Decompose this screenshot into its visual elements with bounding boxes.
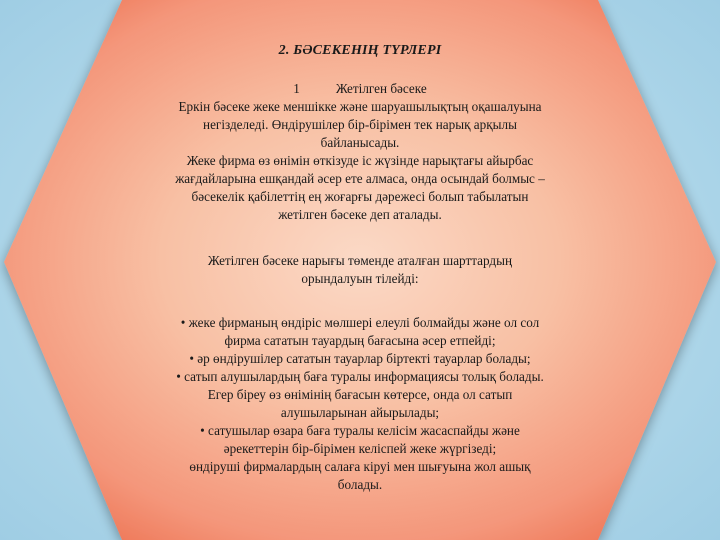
list-item: өндіруші фирмалардың салаға кіруі мен шығуына жол ашық xyxy=(189,459,531,474)
paragraph-line: Жеке фирма өз өнімін өткізуде іс жүзінде нарықтағы айырбас xyxy=(186,153,534,168)
paragraph-line: жетілген бәсеке деп аталады. xyxy=(278,207,442,222)
subheading xyxy=(0,80,720,98)
slide-title: 2. БӘСЕКЕНІҢ ТҮРЛЕРІ xyxy=(278,43,442,58)
paragraph-line: Еркін бәсеке жеке меншікке және шаруашылықтың оқашалуына xyxy=(178,99,542,114)
list-item-continuation: болады. xyxy=(337,477,383,492)
list-item-continuation: фирма сататын тауардың бағасына әсер етпейді; xyxy=(224,333,496,348)
paragraph-line: негізделеді. Өндірушілер бір-бірімен тек нарық арқылы xyxy=(203,117,517,132)
subheading-number: 1 xyxy=(293,81,300,96)
list-item-continuation: әрекеттерін бір-бірімен келіспей жеке жүргізеді; xyxy=(223,441,497,456)
paragraph-line: жағдайларына ешқандай әсер ете алмаса, онда осындай болмыс – xyxy=(175,171,545,186)
list-item: • әр өндірушілер сататын тауарлар біртекті тауарлар болады; xyxy=(189,351,531,366)
list-item: • сатушылар өзара баға туралы келісім жасаспайды және xyxy=(200,423,520,438)
list-item: • жеке фирманың өндіріс мөлшері елеулі болмайды және ол сол xyxy=(180,315,540,330)
paragraph-line: орындалуын тілейді: xyxy=(301,271,419,286)
list-item-continuation: алушыларынан айырылады; xyxy=(280,405,440,420)
paragraph-line: бәсекелік қабілеттің ең жоғарғы дәрежесі болып табылатын xyxy=(191,189,529,204)
subheading-text: Жетілген бәсеке xyxy=(335,81,427,96)
paragraph-line: байланысады. xyxy=(320,135,400,150)
list-item: • сатып алушылардың баға туралы информациясы толық болады. xyxy=(176,369,544,384)
list-item-continuation: Егер біреу өз өнімінің бағасын көтерсе, онда ол сатып xyxy=(207,387,513,402)
paragraph-line: Жетілген бәсеке нарығы төменде аталған шарттардың xyxy=(207,253,513,268)
